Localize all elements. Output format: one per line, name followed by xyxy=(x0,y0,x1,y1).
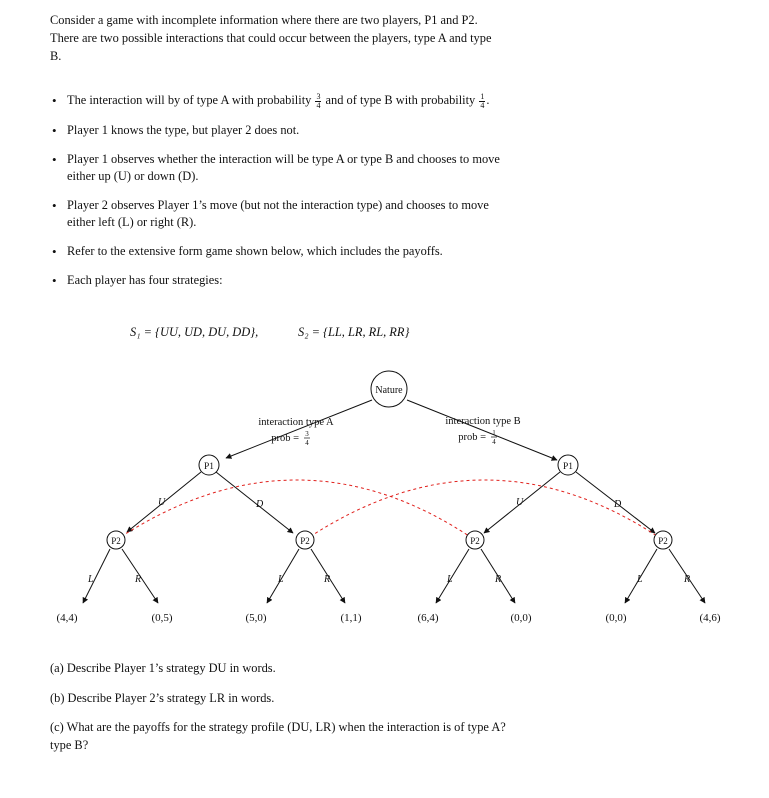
node-label: P2 xyxy=(111,536,121,546)
node-label: P1 xyxy=(203,462,215,472)
nature-label: Nature xyxy=(375,385,403,396)
move-down-a xyxy=(216,472,293,533)
move-label: U xyxy=(516,497,524,508)
move-label: L xyxy=(278,574,284,585)
payoff-label: (5,0) xyxy=(245,612,267,624)
payoff-label: (1,1) xyxy=(340,612,362,624)
branch-type-a xyxy=(226,400,372,458)
payoff-label: (0,5) xyxy=(151,612,173,624)
question-b: (b) Describe Player 2’s strategy LR in words. xyxy=(50,691,275,705)
fraction-numerator: 1 xyxy=(492,429,496,437)
move-label: R xyxy=(495,574,502,585)
list-item: • Player 1 observes whether the interaction will be type A or type B and chooses to move either up (U) or down (D). xyxy=(50,151,510,185)
probability-text: prob = xyxy=(271,433,299,444)
node-label: P2 xyxy=(470,536,480,546)
move-label: D xyxy=(256,499,264,510)
fraction-denominator: 4 xyxy=(316,100,321,110)
move-label: U xyxy=(158,497,166,508)
bullet-text: . xyxy=(486,93,490,107)
fraction-numerator: 3 xyxy=(316,91,321,101)
move-label: R xyxy=(684,574,691,585)
move-label: R xyxy=(324,574,331,585)
problem-intro: Consider a game with incomplete information where there are two players, P1 and P2. There are two possible interactions that could occur between the players, type A and type B. xyxy=(50,13,492,63)
type-b-label: interaction type B xyxy=(445,416,521,427)
node-label: P1 xyxy=(562,462,574,472)
type-a-label: interaction type A xyxy=(258,417,334,428)
type-a-probability xyxy=(271,430,310,447)
node-label: P2 xyxy=(300,536,310,546)
move-label: R xyxy=(135,574,142,585)
move-label: L xyxy=(88,574,94,585)
list-item: • Player 2 observes Player 1’s move (but not the interaction type) and chooses to move either left (L) or right (R). xyxy=(50,197,510,231)
fraction-denominator: 4 xyxy=(492,438,496,446)
move-label: D xyxy=(614,499,622,510)
info-set-after-up xyxy=(116,480,475,540)
payoff-label: (0,0) xyxy=(510,612,532,624)
info-set-after-down xyxy=(305,480,663,540)
payoff-label: (0,0) xyxy=(605,612,627,624)
question-a: (a) Describe Player 1’s strategy DU in words. xyxy=(50,661,276,675)
fraction-numerator: 1 xyxy=(480,91,485,101)
node-label: P2 xyxy=(658,536,668,546)
probability-text: prob = xyxy=(458,432,486,443)
list-item: • Refer to the extensive form game shown below, which includes the payoffs. xyxy=(50,243,510,260)
player1-strategy-set: S₁ = {UU, UD, DU, DD}, xyxy=(130,325,259,339)
question-c: (c) What are the payoffs for the strategy profile (DU, LR) when the interaction is of type A? type B? xyxy=(50,720,506,752)
bullet-text: and of type B with probability xyxy=(325,93,476,107)
fraction-denominator: 4 xyxy=(305,439,309,447)
branch-type-b xyxy=(407,400,557,460)
fraction-denominator: 4 xyxy=(480,100,485,110)
list-item: • Each player has four strategies: xyxy=(50,272,510,289)
payoff-label: (4,6) xyxy=(699,612,721,624)
fraction-numerator: 3 xyxy=(305,430,309,438)
player2-strategy-set: S₂ = {LL, LR, RL, RR} xyxy=(298,325,410,339)
type-b-probability xyxy=(458,429,497,446)
move-label: L xyxy=(447,574,453,585)
bullet-text: The interaction will by of type A with probability xyxy=(67,93,312,107)
payoff-label: (4,4) xyxy=(56,612,78,624)
payoff-label: (6,4) xyxy=(417,612,439,624)
list-item: • Player 1 knows the type, but player 2 does not. xyxy=(50,122,510,139)
move-label: L xyxy=(637,574,643,585)
